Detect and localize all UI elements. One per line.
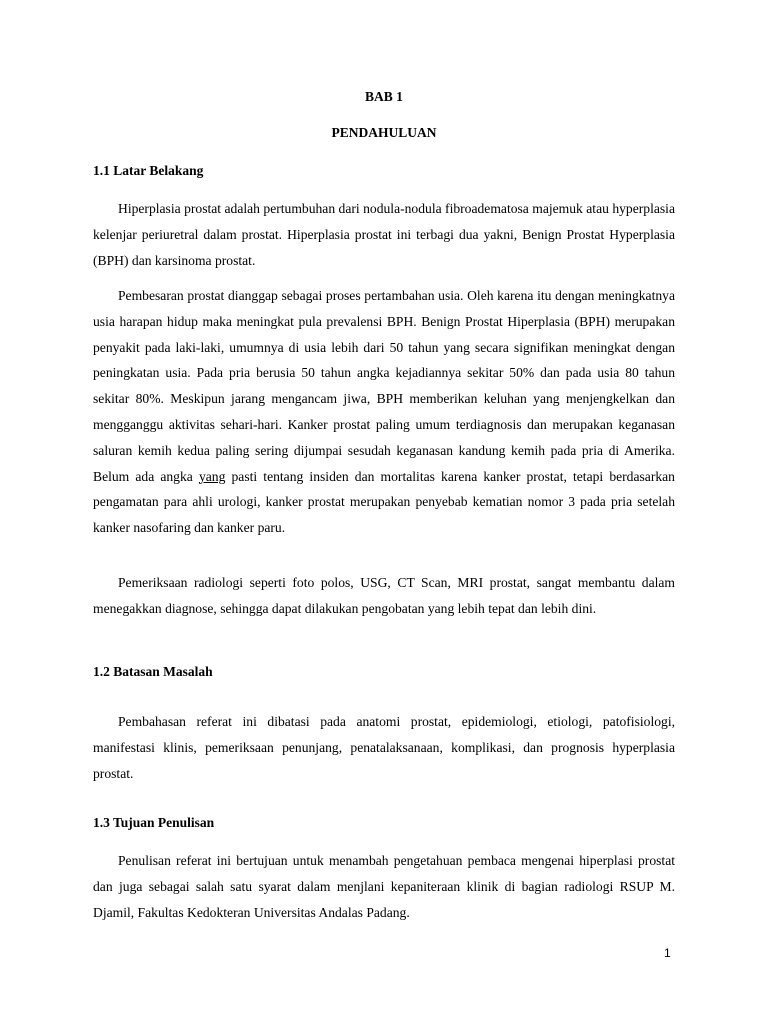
paragraph-latar-belakang-3: Pemeriksaan radiologi seperti foto polos, USG, CT Scan, MRI prostat, sangat membantu dalam menegakkan diagnose, sehingga dapat dilakukan pengobatan yang lebih tepat dan lebih dini. [93,575,675,616]
section-heading-tujuan-penulisan: 1.3 Tujuan Penulisan [93,815,215,830]
paragraph-tujuan-penulisan: Penulisan referat ini bertujuan untuk menambah pengetahuan pembaca mengenai hiperplasi prostat dan juga sebagai salah satu syarat dalam menjlani kepaniteraan klinik di bagian radiologi RSUP M. Djamil, Fakultas Kedokteran Universitas Andalas Padang. [93,853,675,920]
paragraph-latar-belakang-1: Hiperplasia prostat adalah pertumbuhan dari nodula-nodula fibroadematosa majemuk atau hyperplasia kelenjar periuretral dalam prostat. Hiperplasia prostat ini terbagi dua yakni, Benign Prostat Hyperplasia (BPH) dan karsinoma prostat. [93,201,675,268]
paragraph-latar-belakang-2-continuation: pasti tentang insiden dan mortalitas karena kanker prostat, tetapi berdasarkan pengamatan para ahli urologi, kanker prostat merupakan penyebab kematian nomor 3 pada pria setelah kanker nasofaring dan kanker paru. [93,468,675,536]
chapter-title: PENDAHULUAN [331,125,437,140]
paragraph-latar-belakang-2 [93,283,675,541]
chapter-label: BAB 1 [365,89,403,104]
page-number: 1 [664,946,671,960]
section-heading-latar-belakang: 1.1 Latar Belakang [93,163,204,178]
underlined-word: yang [198,468,226,484]
paragraph-latar-belakang-2-text: Pembesaran prostat dianggap sebagai proses pertambahan usia. Oleh karena itu dengan meningkatnya usia harapan hidup maka meningkat pula prevalensi BPH. Benign Prostat Hiperplasia (BPH) merupakan penyakit pada laki-laki, umumnya di usia lebih dari 50 tahun yang secara signifikan meningkat dengan peningkatan usia. Pada pria berusia 50 tahun angka kejadiannya sekitar 50% dan pada usia 80 tahun sekitar 80%. Meskipun jarang mengancam jiwa, BPH memberikan keluhan yang menjengkelkan dan mengganggu aktivitas sehari-hari. Kanker prostat paling umum terdiagnosis dan merupakan keganasan saluran kemih kedua paling sering dijumpai sesudah keganasan kandung kemih pada pria di Amerika. Belum ada angka [93,288,675,484]
section-heading-batasan-masalah: 1.2 Batasan Masalah [93,664,213,679]
paragraph-batasan-masalah: Pembahasan referat ini dibatasi pada anatomi prostat, epidemiologi, etiologi, patofisiologi, manifestasi klinis, pemeriksaan penunjang, penatalaksanaan, komplikasi, dan prognosis hyperplasia prostat. [93,714,675,781]
